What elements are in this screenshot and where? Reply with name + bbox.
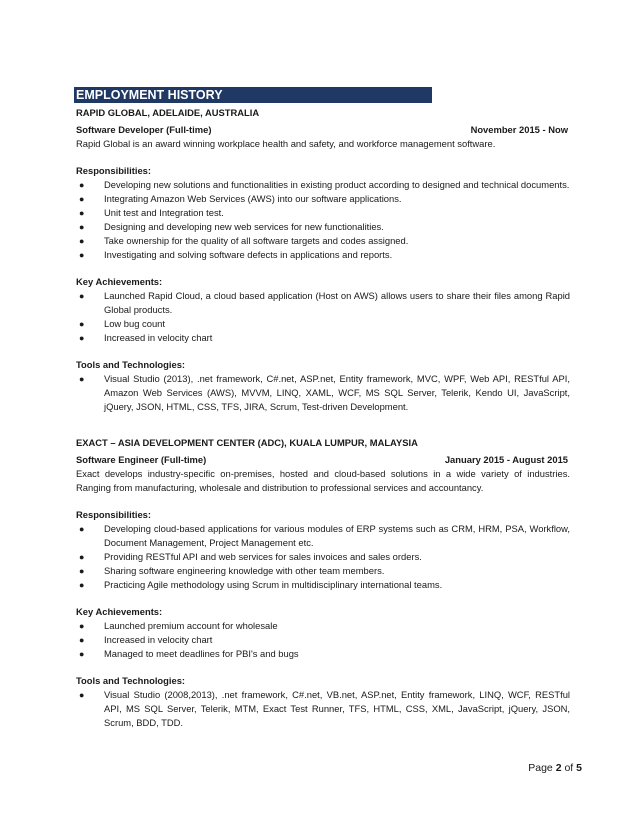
bullet-icon: ● bbox=[79, 374, 85, 384]
achievement-item bbox=[76, 619, 570, 633]
responsibility-item bbox=[76, 178, 570, 192]
responsibility-text: Developing new solutions and functionalities in existing product according to designed and technical documents. bbox=[104, 179, 570, 190]
bullet-icon: ● bbox=[79, 180, 85, 190]
bullet-icon: ● bbox=[79, 524, 85, 534]
responsibility-text: Unit test and Integration test. bbox=[104, 207, 224, 218]
achievement-item bbox=[76, 647, 570, 661]
bullet-icon: ● bbox=[79, 236, 85, 246]
bullet-icon: ● bbox=[79, 566, 85, 576]
responsibility-text: Practicing Agile methodology using Scrum in multidisciplinary international teams. bbox=[104, 579, 443, 590]
responsibilities-heading: Responsibilities: bbox=[76, 165, 152, 176]
tools-heading: Tools and Technologies: bbox=[76, 675, 186, 686]
responsibility-text: Sharing software engineering knowledge with other team members. bbox=[104, 565, 385, 576]
responsibility-item bbox=[76, 220, 570, 234]
bullet-icon: ● bbox=[79, 621, 85, 631]
job-title: Software Engineer (Full-time) bbox=[76, 454, 207, 465]
bullet-icon: ● bbox=[79, 222, 85, 232]
responsibility-text: Developing cloud-based applications for various modules of ERP systems such as CRM, HRM, PSA, Workflow, Document Management, Project Management etc. bbox=[104, 523, 570, 548]
job-entry bbox=[76, 106, 570, 414]
bullet-icon: ● bbox=[79, 194, 85, 204]
bullet-icon: ● bbox=[79, 333, 85, 343]
job-spacer bbox=[76, 414, 570, 436]
bullet-icon: ● bbox=[79, 250, 85, 260]
bullet-icon: ● bbox=[79, 208, 85, 218]
responsibility-text: Take ownership for the quality of all software targets and codes assigned. bbox=[104, 235, 409, 246]
bullet-icon: ● bbox=[79, 649, 85, 659]
achievement-text: Launched Rapid Cloud, a cloud based application (Host on AWS) allows users to share their files among Rapid Global products. bbox=[104, 290, 570, 315]
achievement-item bbox=[76, 633, 570, 647]
achievements-heading: Key Achievements: bbox=[76, 276, 163, 287]
job-dates: November 2015 - Now bbox=[470, 124, 568, 135]
responsibility-list bbox=[76, 178, 570, 262]
responsibility-item bbox=[76, 522, 570, 550]
achievement-text: Low bug count bbox=[104, 318, 165, 329]
company-description: Rapid Global is an award winning workplace health and safety, and workforce management software. bbox=[76, 138, 496, 149]
responsibilities-heading: Responsibilities: bbox=[76, 509, 152, 520]
responsibility-item bbox=[76, 578, 570, 592]
responsibility-text: Investigating and solving software defects in applications and reports. bbox=[104, 249, 393, 260]
company-name: RAPID GLOBAL, ADELAIDE, AUSTRALIA bbox=[76, 107, 260, 118]
tools-text: Visual Studio (2008,2013), .net framework, C#.net, VB.net, ASP.net, Entity framework, LINQ, WCF, RESTful API, MS SQL Server, Telerik, MTM, Exact Test Runner, TFS, HTML, CSS, XML, JavaScript, jQuery, JSON, Scrum, BDD, TDD. bbox=[104, 689, 570, 728]
bullet-icon: ● bbox=[79, 552, 85, 562]
achievement-item bbox=[76, 331, 570, 345]
bullet-icon: ● bbox=[79, 319, 85, 329]
responsibility-item bbox=[76, 564, 570, 578]
page-word: Page bbox=[528, 762, 553, 774]
bullet-icon: ● bbox=[79, 580, 85, 590]
company-name: EXACT – ASIA DEVELOPMENT CENTER (ADC), KUALA LUMPUR, MALAYSIA bbox=[76, 437, 418, 448]
tools-item bbox=[76, 688, 570, 730]
achievement-list bbox=[76, 619, 570, 661]
responsibility-list bbox=[76, 522, 570, 592]
achievement-text: Launched premium account for wholesale bbox=[104, 620, 278, 631]
bullet-icon: ● bbox=[79, 690, 85, 700]
achievement-item bbox=[76, 317, 570, 331]
page-total: 5 bbox=[576, 762, 582, 774]
page-footer bbox=[528, 762, 582, 774]
tools-list bbox=[76, 372, 570, 414]
section-title: EMPLOYMENT HISTORY bbox=[76, 88, 223, 102]
job-title: Software Developer (Full-time) bbox=[76, 124, 212, 135]
achievement-item bbox=[76, 289, 570, 317]
achievement-text: Increased in velocity chart bbox=[104, 332, 213, 343]
responsibility-item bbox=[76, 206, 570, 220]
achievement-text: Increased in velocity chart bbox=[104, 634, 213, 645]
employment-content bbox=[76, 106, 570, 730]
of-word: of bbox=[564, 762, 574, 774]
achievements-heading: Key Achievements: bbox=[76, 606, 163, 617]
role-line bbox=[76, 123, 570, 137]
achievement-list bbox=[76, 289, 570, 345]
section-header-bar bbox=[74, 87, 432, 103]
achievement-text: Managed to meet deadlines for PBI's and bugs bbox=[104, 648, 299, 659]
responsibility-text: Designing and developing new web services for new functionalities. bbox=[104, 221, 384, 232]
role-line bbox=[76, 453, 570, 467]
responsibility-text: Providing RESTful API and web services for sales invoices and sales orders. bbox=[104, 551, 422, 562]
responsibility-item bbox=[76, 248, 570, 262]
responsibility-item bbox=[76, 234, 570, 248]
bullet-icon: ● bbox=[79, 635, 85, 645]
bullet-icon: ● bbox=[79, 291, 85, 301]
tools-list bbox=[76, 688, 570, 730]
tools-item bbox=[76, 372, 570, 414]
tools-heading: Tools and Technologies: bbox=[76, 359, 186, 370]
page-current: 2 bbox=[555, 762, 562, 774]
job-entry bbox=[76, 414, 570, 730]
company-description: Exact develops industry-specific on-premises, hosted and cloud-based solutions in a wide variety of industries. Ranging from manufacturing, wholesale and distribution to professional services and accountancy. bbox=[76, 468, 570, 493]
tools-text: Visual Studio (2013), .net framework, C#.net, ASP.net, Entity framework, MVC, WPF, Web API, RESTful API, Amazon Web Services (AWS), MVVM, LINQ, XAML, WCF, MS SQL Server, Telerik, Kendo UI, JavaScript, jQuery, JSON, HTML, CSS, TFS, JIRA, Scrum, Test-driven Development. bbox=[104, 373, 570, 412]
responsibility-item bbox=[76, 192, 570, 206]
job-dates: January 2015 - August 2015 bbox=[444, 454, 568, 465]
responsibility-text: Integrating Amazon Web Services (AWS) into our software applications. bbox=[104, 193, 402, 204]
responsibility-item bbox=[76, 550, 570, 564]
